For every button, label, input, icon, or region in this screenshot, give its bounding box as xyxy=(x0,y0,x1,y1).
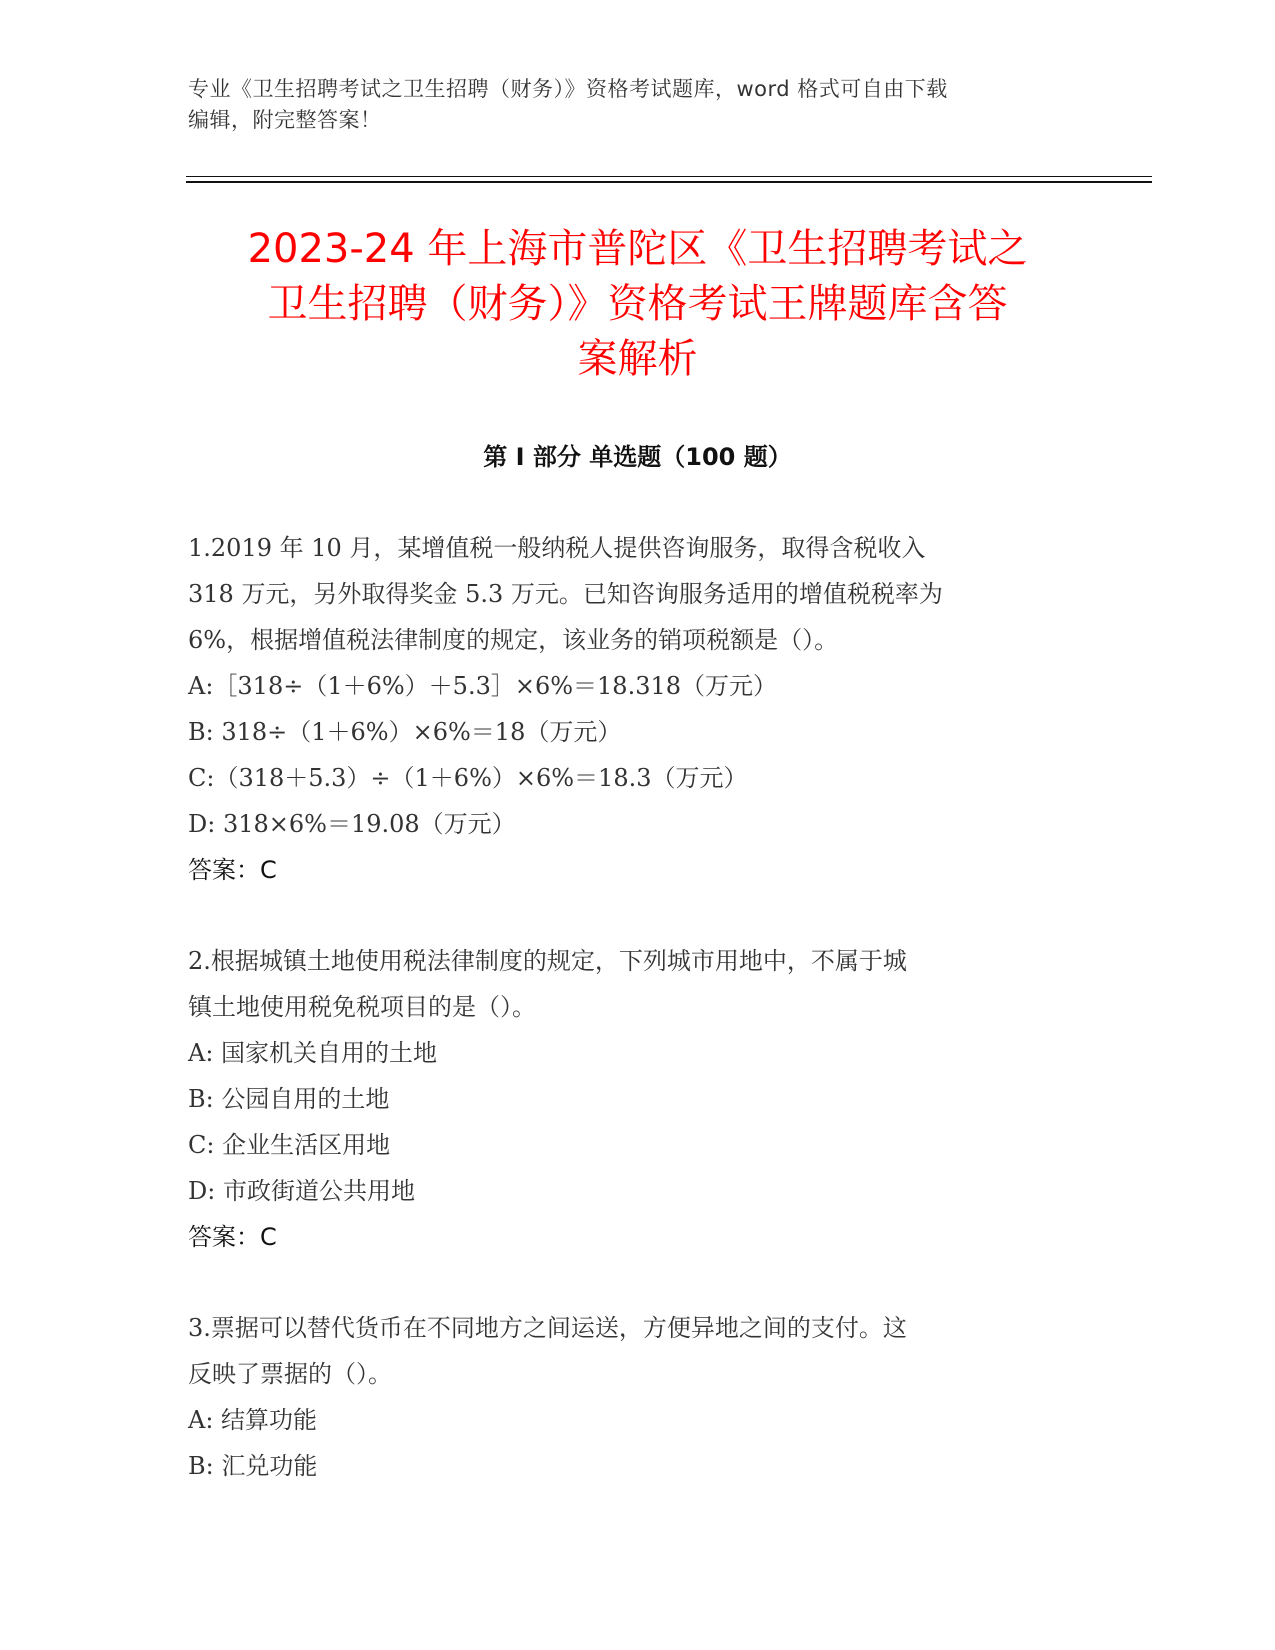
question-3 xyxy=(188,1305,1088,1489)
header-note-line-1: 专业《卫生招聘考试之卫生招聘（财务）》资格考试题库，word 格式可自由下载 xyxy=(188,77,948,101)
question-2 xyxy=(188,938,1088,1260)
document-title-line-3: 案解析 xyxy=(577,336,698,382)
header-divider-thick xyxy=(186,181,1152,183)
question-stem-line: 1.2019 年 10 月，某增值税一般纳税人提供咨询服务，取得含税收入 xyxy=(188,534,926,562)
question-stem-line: 镇土地使用税免税项目的是（）。 xyxy=(188,993,536,1021)
question-stem-line: 2.根据城镇土地使用税法律制度的规定，下列城市用地中，不属于城 xyxy=(188,947,907,975)
option-d: D: 市政街道公共用地 xyxy=(188,1177,415,1205)
header-divider-thin xyxy=(186,176,1152,177)
document-title xyxy=(150,222,1125,387)
question-stem-line: 318 万元，另外取得奖金 5.3 万元。已知咨询服务适用的增值税税率为 xyxy=(188,580,943,608)
question-1 xyxy=(188,525,1088,893)
question-stem-line: 反映了票据的（）。 xyxy=(188,1360,392,1388)
option-c: C:（318＋5.3）÷（1＋6%）×6%＝18.3（万元） xyxy=(188,764,748,792)
option-c: C: 企业生活区用地 xyxy=(188,1131,391,1159)
answer: 答案：C xyxy=(188,856,277,884)
option-d: D: 318×6%＝19.08（万元） xyxy=(188,810,516,838)
option-a: A: 结算功能 xyxy=(188,1406,318,1434)
answer: 答案：C xyxy=(188,1223,277,1251)
document-title-line-1: 2023-24 年上海市普陀区《卫生招聘考试之 xyxy=(247,226,1028,272)
option-a: A: 国家机关自用的土地 xyxy=(188,1039,438,1067)
option-b: B: 汇兑功能 xyxy=(188,1452,318,1480)
question-stem-line: 6%，根据增值税法律制度的规定，该业务的销项税额是（）。 xyxy=(188,626,839,654)
section-heading: 第 I 部分 单选题（100 题） xyxy=(483,443,792,471)
option-a: A:［318÷（1＋6%）＋5.3］×6%＝18.318（万元） xyxy=(188,672,778,700)
header-note-line-2: 编辑，附完整答案！ xyxy=(188,108,382,132)
option-b: B: 318÷（1＋6%）×6%＝18（万元） xyxy=(188,718,622,746)
question-list xyxy=(188,525,1088,1534)
header-note xyxy=(188,74,1088,136)
option-b: B: 公园自用的土地 xyxy=(188,1085,390,1113)
question-stem-line: 3.票据可以替代货币在不同地方之间运送，方便异地之间的支付。这 xyxy=(188,1314,907,1342)
document-title-line-2: 卫生招聘（财务）》资格考试王牌题库含答 xyxy=(267,281,1008,327)
